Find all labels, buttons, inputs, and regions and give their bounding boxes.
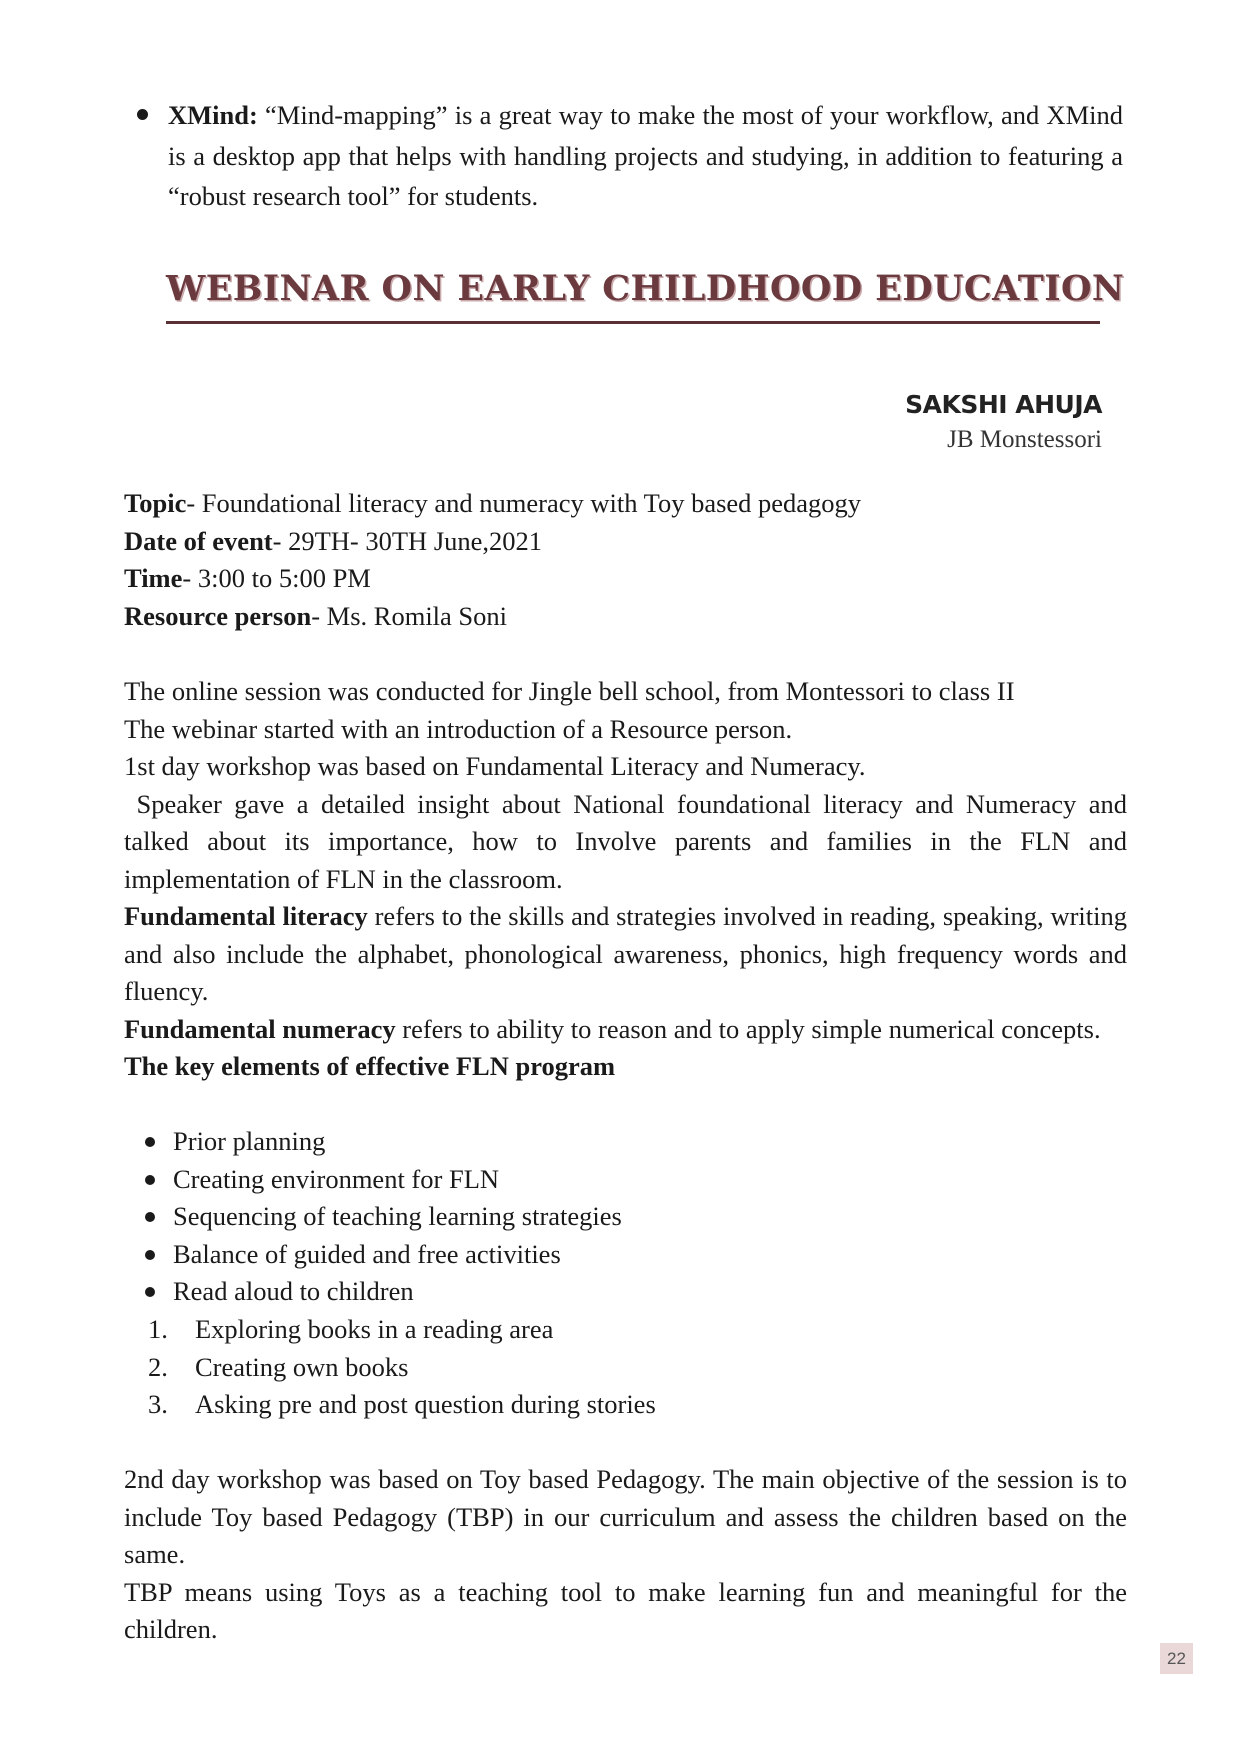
xmind-label: XMind: (168, 100, 258, 130)
list-item (124, 1311, 1124, 1349)
numeracy-label: Fundamental numeracy (124, 1013, 396, 1044)
list-item-text: Exploring books in a reading area (195, 1314, 554, 1344)
day2-paragraph: 2nd day workshop was based on Toy based Pedagogy. The main objective of the session is to include Toy based Pedagogy (TBP) in our curriculum and assess the children based on the same. (124, 1464, 1127, 1569)
author-role: JB Monstessori (947, 426, 1102, 453)
list-item-text: Asking pre and post question during stories (195, 1389, 656, 1419)
list-item-text: Creating environment for FLN (173, 1163, 500, 1194)
list-item (124, 1386, 1124, 1424)
intro-line: The webinar started with an introduction of a Resource person. (124, 713, 793, 744)
day2-section (124, 1461, 1127, 1649)
list-item (124, 1236, 1124, 1274)
detail-time (124, 560, 1127, 598)
intro-line: 1st day workshop was based on Fundamental Literacy and Numeracy. (124, 751, 866, 781)
read-aloud-sublist (124, 1311, 1124, 1424)
list-item-text: Creating own books (195, 1351, 409, 1382)
list-item (124, 1349, 1124, 1387)
list-number: 3. (148, 1389, 168, 1419)
author-name: SAKSHI AHUJA (905, 390, 1102, 419)
list-item-text: Sequencing of teaching learning strategies (173, 1201, 622, 1231)
detail-label: Topic (124, 488, 187, 518)
bullet-marker (137, 109, 148, 120)
detail-date (124, 523, 1127, 561)
detail-label: Date of event (124, 525, 273, 556)
key-elements-heading: The key elements of effective FLN program (124, 1051, 616, 1081)
list-number: 1. (148, 1314, 168, 1344)
literacy-text: refers to the skills and strategies involved in reading, speaking, writing and also include the alphabet, phonological awareness, phonics, high frequency words and fluency. (124, 901, 1127, 1006)
list-item (124, 1123, 1124, 1161)
page-title: WEBINAR ON EARLY CHILDHOOD EDUCATION (166, 268, 1125, 309)
detail-label: Time (124, 563, 183, 593)
page-number: 22 (1160, 1643, 1193, 1674)
detail-label: Resource person (124, 600, 312, 631)
key-elements-list (124, 1123, 1124, 1311)
numeracy-text: refers to ability to reason and to apply simple numerical concepts. (395, 1013, 1101, 1044)
bullet-marker (145, 1287, 155, 1297)
detail-topic (124, 485, 1127, 523)
detail-value: - Ms. Romila Soni (311, 600, 508, 631)
title-underline (166, 321, 1100, 324)
literacy-paragraph (124, 898, 1127, 1011)
xmind-text: “Mind-mapping” is a great way to make the most of your workflow, and XMind is a desktop app that helps with handling projects and studying, in addition to featuring a “robust research tool” for students. (168, 100, 1123, 211)
list-item (124, 1273, 1124, 1311)
day2-paragraph: TBP means using Toys as a teaching tool to make learning fun and meaningful for the children. (124, 1576, 1127, 1644)
intro-paragraph: Speaker gave a detailed insight about National foundational literacy and Numeracy and talked about its importance, how to Involve parents and families in the FLN and implementation of FLN in the classroom. (124, 788, 1134, 894)
list-number: 2. (148, 1351, 168, 1382)
literacy-label: Fundamental literacy (124, 901, 368, 931)
event-details (124, 485, 1127, 635)
bullet-marker (145, 1137, 155, 1147)
list-item (124, 1198, 1124, 1236)
intro-line: The online session was conducted for Jingle bell school, from Montessori to class II (124, 676, 1015, 706)
xmind-bullet-item (168, 95, 1123, 217)
detail-value: - 29TH- 30TH June,2021 (272, 525, 543, 556)
detail-value: - 3:00 to 5:00 PM (182, 563, 371, 593)
detail-resource-person (124, 598, 1127, 636)
list-item-text: Balance of guided and free activities (173, 1238, 561, 1269)
intro-section (124, 673, 1134, 1086)
list-item (124, 1161, 1124, 1199)
numeracy-paragraph (124, 1011, 1127, 1049)
bullet-marker (145, 1175, 155, 1185)
bullet-marker (145, 1250, 155, 1260)
bullet-marker (145, 1212, 155, 1222)
detail-value: - Foundational literacy and numeracy with Toy based pedagogy (186, 488, 862, 518)
list-item-text: Prior planning (173, 1126, 326, 1156)
list-item-text: Read aloud to children (173, 1276, 414, 1306)
